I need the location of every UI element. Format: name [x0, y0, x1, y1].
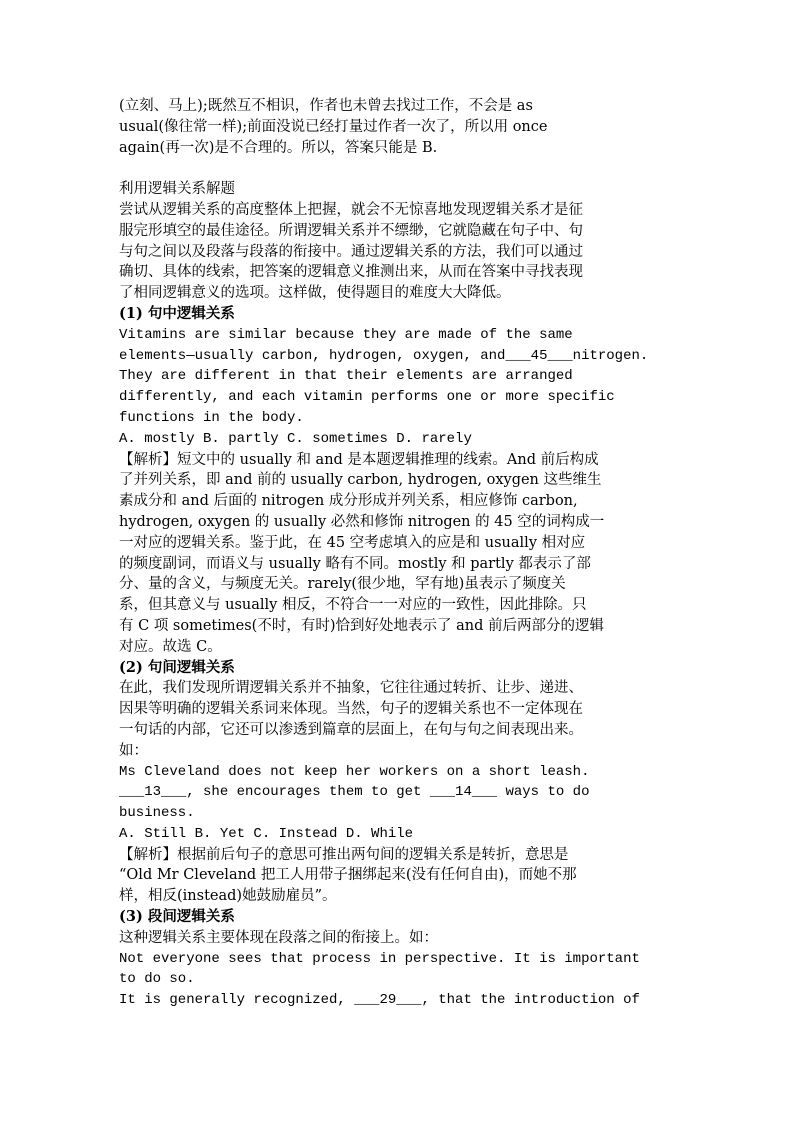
example-line: functions in the body.	[119, 409, 304, 426]
text-line: 如：	[119, 742, 148, 759]
subheading-in-sentence: (1) 句中逻辑关系	[119, 304, 235, 322]
text-line: 素成分和 and 后面的 nitrogen 成分形成并列关系，相应修饰 carbon,	[119, 493, 578, 510]
text-line: 有 C 项 sometimes(不时，有时)恰到好处地表示了 and 前后两部分的逻辑	[119, 617, 604, 634]
text-line: 因果等明确的逻辑关系词来体现。当然，句子的逻辑关系也不一定体现在	[119, 701, 583, 718]
example-line: ___13___, she encourages them to get ___14___ ways to do	[119, 784, 590, 801]
example-line: elements—usually carbon, hydrogen, oxygen, and___45___nitrogen.	[119, 347, 649, 364]
text-line: again(再一次)是不合理的。所以，答案只能是 B.	[119, 139, 438, 156]
subheading-between-sentences: (2) 句间逻辑关系	[119, 658, 235, 676]
text-line: 了相同逻辑意义的选项。这样做，使得题目的难度大大降低。	[119, 285, 511, 302]
text-line: 尝试从逻辑关系的高度整体上把握，就会不无惊喜地发现逻辑关系才是征	[119, 201, 583, 218]
example-passage-1	[119, 325, 679, 450]
text-line: 【解析】根据前后句子的意思可推出两句间的逻辑关系是转折，意思是	[119, 846, 569, 863]
subheading-between-paragraphs: (3) 段间逻辑关系	[119, 908, 235, 926]
section-intro-paragraph	[119, 179, 679, 304]
text-line: hydrogen, oxygen 的 usually 必然和修饰 nitrogen 的 45 空的词构成一	[119, 513, 605, 530]
text-line: 对应。故选 C。	[119, 638, 222, 655]
example-line: Not everyone sees that process in perspective. It is important	[119, 950, 640, 967]
example-line: business.	[119, 805, 195, 822]
document-page	[119, 96, 679, 1011]
example-passage-2	[119, 762, 679, 845]
example-passage-3	[119, 949, 679, 1011]
example-line: to do so.	[119, 971, 195, 988]
text-line: 一句话的内部，它还可以渗透到篇章的层面上，在句与句之间表现出来。	[119, 721, 583, 738]
example-line: They are different in that their elements are arranged	[119, 368, 573, 385]
text-line: 了并列关系，即 and 前的 usually carbon, hydrogen, oxygen 这些维生	[119, 472, 602, 489]
text-line: (立刻、马上);既然互不相识，作者也未曾去找过工作，不会是 as	[119, 98, 533, 114]
text-line: usual(像往常一样);前面没说已经打量过作者一次了，所以用 once	[119, 118, 548, 135]
intro-paragraph	[119, 96, 679, 158]
text-line: 服完形填空的最佳途径。所谓逻辑关系并不缥缈，它就隐藏在句子中、句	[119, 222, 583, 239]
text-line: 的频度副词，而语义与 usually 略有不同。mostly 和 partly 都表示了部	[119, 555, 591, 572]
text-line: “Old Mr Cleveland 把工人用带子捆绑起来(没有任何自由)，而她不那	[119, 867, 577, 884]
text-line: 一对应的逻辑关系。鉴于此，在 45 空考虑填入的应是和 usually 相对应	[119, 534, 586, 551]
example-line: Ms Cleveland does not keep her workers on a short leash.	[119, 763, 590, 780]
example-line: differently, and each vitamin performs one or more specific	[119, 389, 615, 406]
text-line: 在此，我们发现所谓逻辑关系并不抽象，它往往通过转折、让步、递进、	[119, 680, 583, 697]
example-line: Vitamins are similar because they are made of the same	[119, 326, 573, 343]
paragraph-spacer	[119, 158, 679, 179]
example-line: It is generally recognized, ___29___, that the introduction of	[119, 992, 640, 1009]
explanation-paragraph-3	[119, 928, 679, 949]
text-line: 这种逻辑关系主要体现在段落之间的衔接上。如：	[119, 929, 438, 946]
text-line: 与句之间以及段落与段落的衔接中。通过逻辑关系的方法，我们可以通过	[119, 243, 583, 260]
explanation-paragraph-2	[119, 678, 679, 761]
section-title: 利用逻辑关系解题	[119, 181, 235, 198]
text-line: 系，但其意义与 usually 相反，不符合一一对应的一致性，因此排除。只	[119, 597, 587, 614]
answer-options: A. mostly B. partly C. sometimes D. rarely	[119, 430, 472, 447]
text-line: 分、量的含义，与频度无关。rarely(很少地，罕有地)虽表示了频度关	[119, 576, 566, 593]
analysis-paragraph-1	[119, 450, 679, 658]
text-line: 确切、具体的线索，把答案的逻辑意义推测出来，从而在答案中寻找表现	[119, 264, 583, 281]
text-line: 样，相反(instead)她鼓励雇员”。	[119, 888, 337, 905]
analysis-paragraph-2	[119, 845, 679, 907]
text-line: 【解析】短文中的 usually 和 and 是本题逻辑推理的线索。And 前后构成	[119, 451, 599, 468]
answer-options: A. Still B. Yet C. Instead D. While	[119, 825, 414, 842]
